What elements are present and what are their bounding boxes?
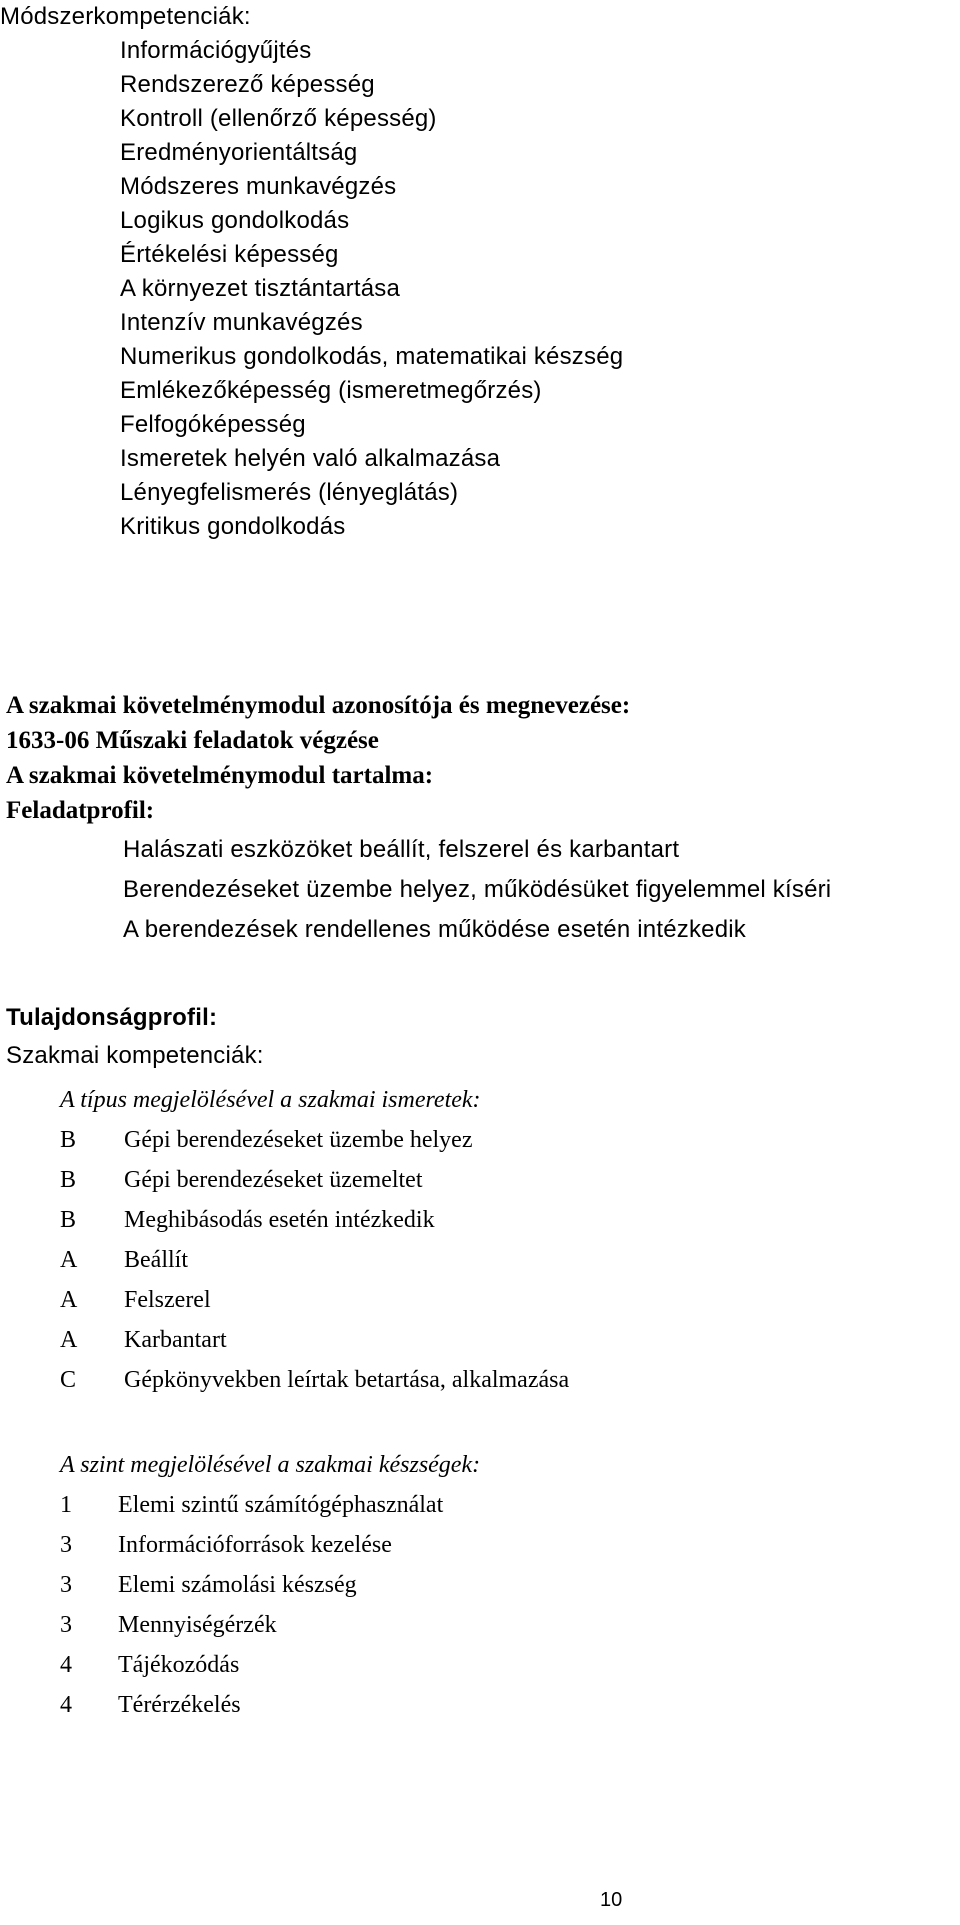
task-profile-label: Feladatprofil: xyxy=(6,797,155,824)
level-code: 4 xyxy=(60,1692,72,1718)
level-code: 3 xyxy=(60,1612,72,1638)
level-code: 3 xyxy=(60,1532,72,1558)
list-item: A környezet tisztántartása xyxy=(120,275,401,302)
list-item: Értékelési képesség xyxy=(120,241,339,268)
level-text: Térérzékelés xyxy=(118,1692,241,1718)
type-text: Gépi berendezéseket üzemeltet xyxy=(124,1167,423,1193)
list-item xyxy=(60,1360,569,1400)
list-item xyxy=(60,1280,569,1320)
type-code: A xyxy=(60,1327,78,1353)
list-item: Emlékezőképesség (ismeretmegőrzés) xyxy=(120,377,542,404)
level-text: Tájékozódás xyxy=(118,1652,240,1678)
module-id-label: A szakmai követelménymodul azonosítója és megnevezése: xyxy=(6,692,631,719)
list-item xyxy=(60,1200,569,1240)
list-item xyxy=(60,1645,443,1685)
module-id-value: 1633-06 Műszaki feladatok végzése xyxy=(6,727,379,754)
property-profile-header xyxy=(6,999,264,1075)
list-item: Módszeres munkavégzés xyxy=(120,173,397,200)
level-text: Információforrások kezelése xyxy=(118,1532,392,1558)
level-list xyxy=(60,1485,443,1725)
type-text: Karbantart xyxy=(124,1327,227,1353)
level-text: Elemi számolási készség xyxy=(118,1572,357,1598)
list-item: Rendszerező képesség xyxy=(120,71,375,98)
type-text: Gépkönyvekben leírtak betartása, alkalmazása xyxy=(124,1367,570,1393)
list-item: Intenzív munkavégzés xyxy=(120,309,363,336)
list-item: Halászati eszközöket beállít, felszerel és karbantart xyxy=(123,836,680,863)
list-item xyxy=(60,1525,443,1565)
type-code: A xyxy=(60,1287,78,1313)
list-item: Logikus gondolkodás xyxy=(120,207,350,234)
professional-competences-heading: Szakmai kompetenciák: xyxy=(6,1042,264,1069)
list-item xyxy=(60,1565,443,1605)
level-code: 1 xyxy=(60,1492,72,1518)
level-code: 3 xyxy=(60,1572,72,1598)
type-code: B xyxy=(60,1167,77,1193)
list-item: Felfogóképesség xyxy=(120,411,306,438)
list-item xyxy=(60,1605,443,1645)
page-number: 10 xyxy=(600,1889,623,1911)
type-label: A típus megjelölésével a szakmai ismeretek: xyxy=(60,1087,481,1113)
method-competences-list xyxy=(0,34,623,544)
level-label: A szint megjelölésével a szakmai készségek: xyxy=(60,1452,481,1478)
list-item: A berendezések rendellenes működése esetén intézkedik xyxy=(123,916,746,943)
list-item xyxy=(60,1320,569,1360)
list-item xyxy=(60,1120,569,1160)
module-header xyxy=(6,688,630,828)
list-item: Kritikus gondolkodás xyxy=(120,513,346,540)
type-code: B xyxy=(60,1207,77,1233)
list-item: Lényegfelismerés (lényeglátás) xyxy=(120,479,459,506)
type-text: Felszerel xyxy=(124,1287,211,1313)
list-item xyxy=(60,1160,569,1200)
level-code: 4 xyxy=(60,1652,72,1678)
type-text: Gépi berendezéseket üzembe helyez xyxy=(124,1127,473,1153)
list-item: Kontroll (ellenőrző képesség) xyxy=(120,105,437,132)
level-text: Elemi szintű számítógéphasználat xyxy=(118,1492,444,1518)
property-profile-heading: Tulajdonságprofil: xyxy=(6,1004,218,1031)
level-text: Mennyiségérzék xyxy=(118,1612,277,1638)
type-code: B xyxy=(60,1127,77,1153)
list-item: Ismeretek helyén való alkalmazása xyxy=(120,445,501,472)
list-item xyxy=(60,1685,443,1725)
list-item: Numerikus gondolkodás, matematikai készség xyxy=(120,343,624,370)
task-profile-list xyxy=(123,830,831,950)
type-text: Beállít xyxy=(124,1247,188,1273)
type-list xyxy=(60,1120,569,1400)
list-item: Információgyűjtés xyxy=(120,37,312,64)
method-competences-section xyxy=(0,0,623,544)
list-item xyxy=(60,1240,569,1280)
type-code: A xyxy=(60,1247,78,1273)
type-code: C xyxy=(60,1367,77,1393)
type-text: Meghibásodás esetén intézkedik xyxy=(124,1207,435,1233)
module-content-label: A szakmai követelménymodul tartalma: xyxy=(6,762,434,789)
list-item: Eredményorientáltság xyxy=(120,139,358,166)
list-item xyxy=(60,1485,443,1525)
method-competences-heading: Módszerkompetenciák: xyxy=(0,3,251,30)
list-item: Berendezéseket üzembe helyez, működésüket figyelemmel kíséri xyxy=(123,876,832,903)
